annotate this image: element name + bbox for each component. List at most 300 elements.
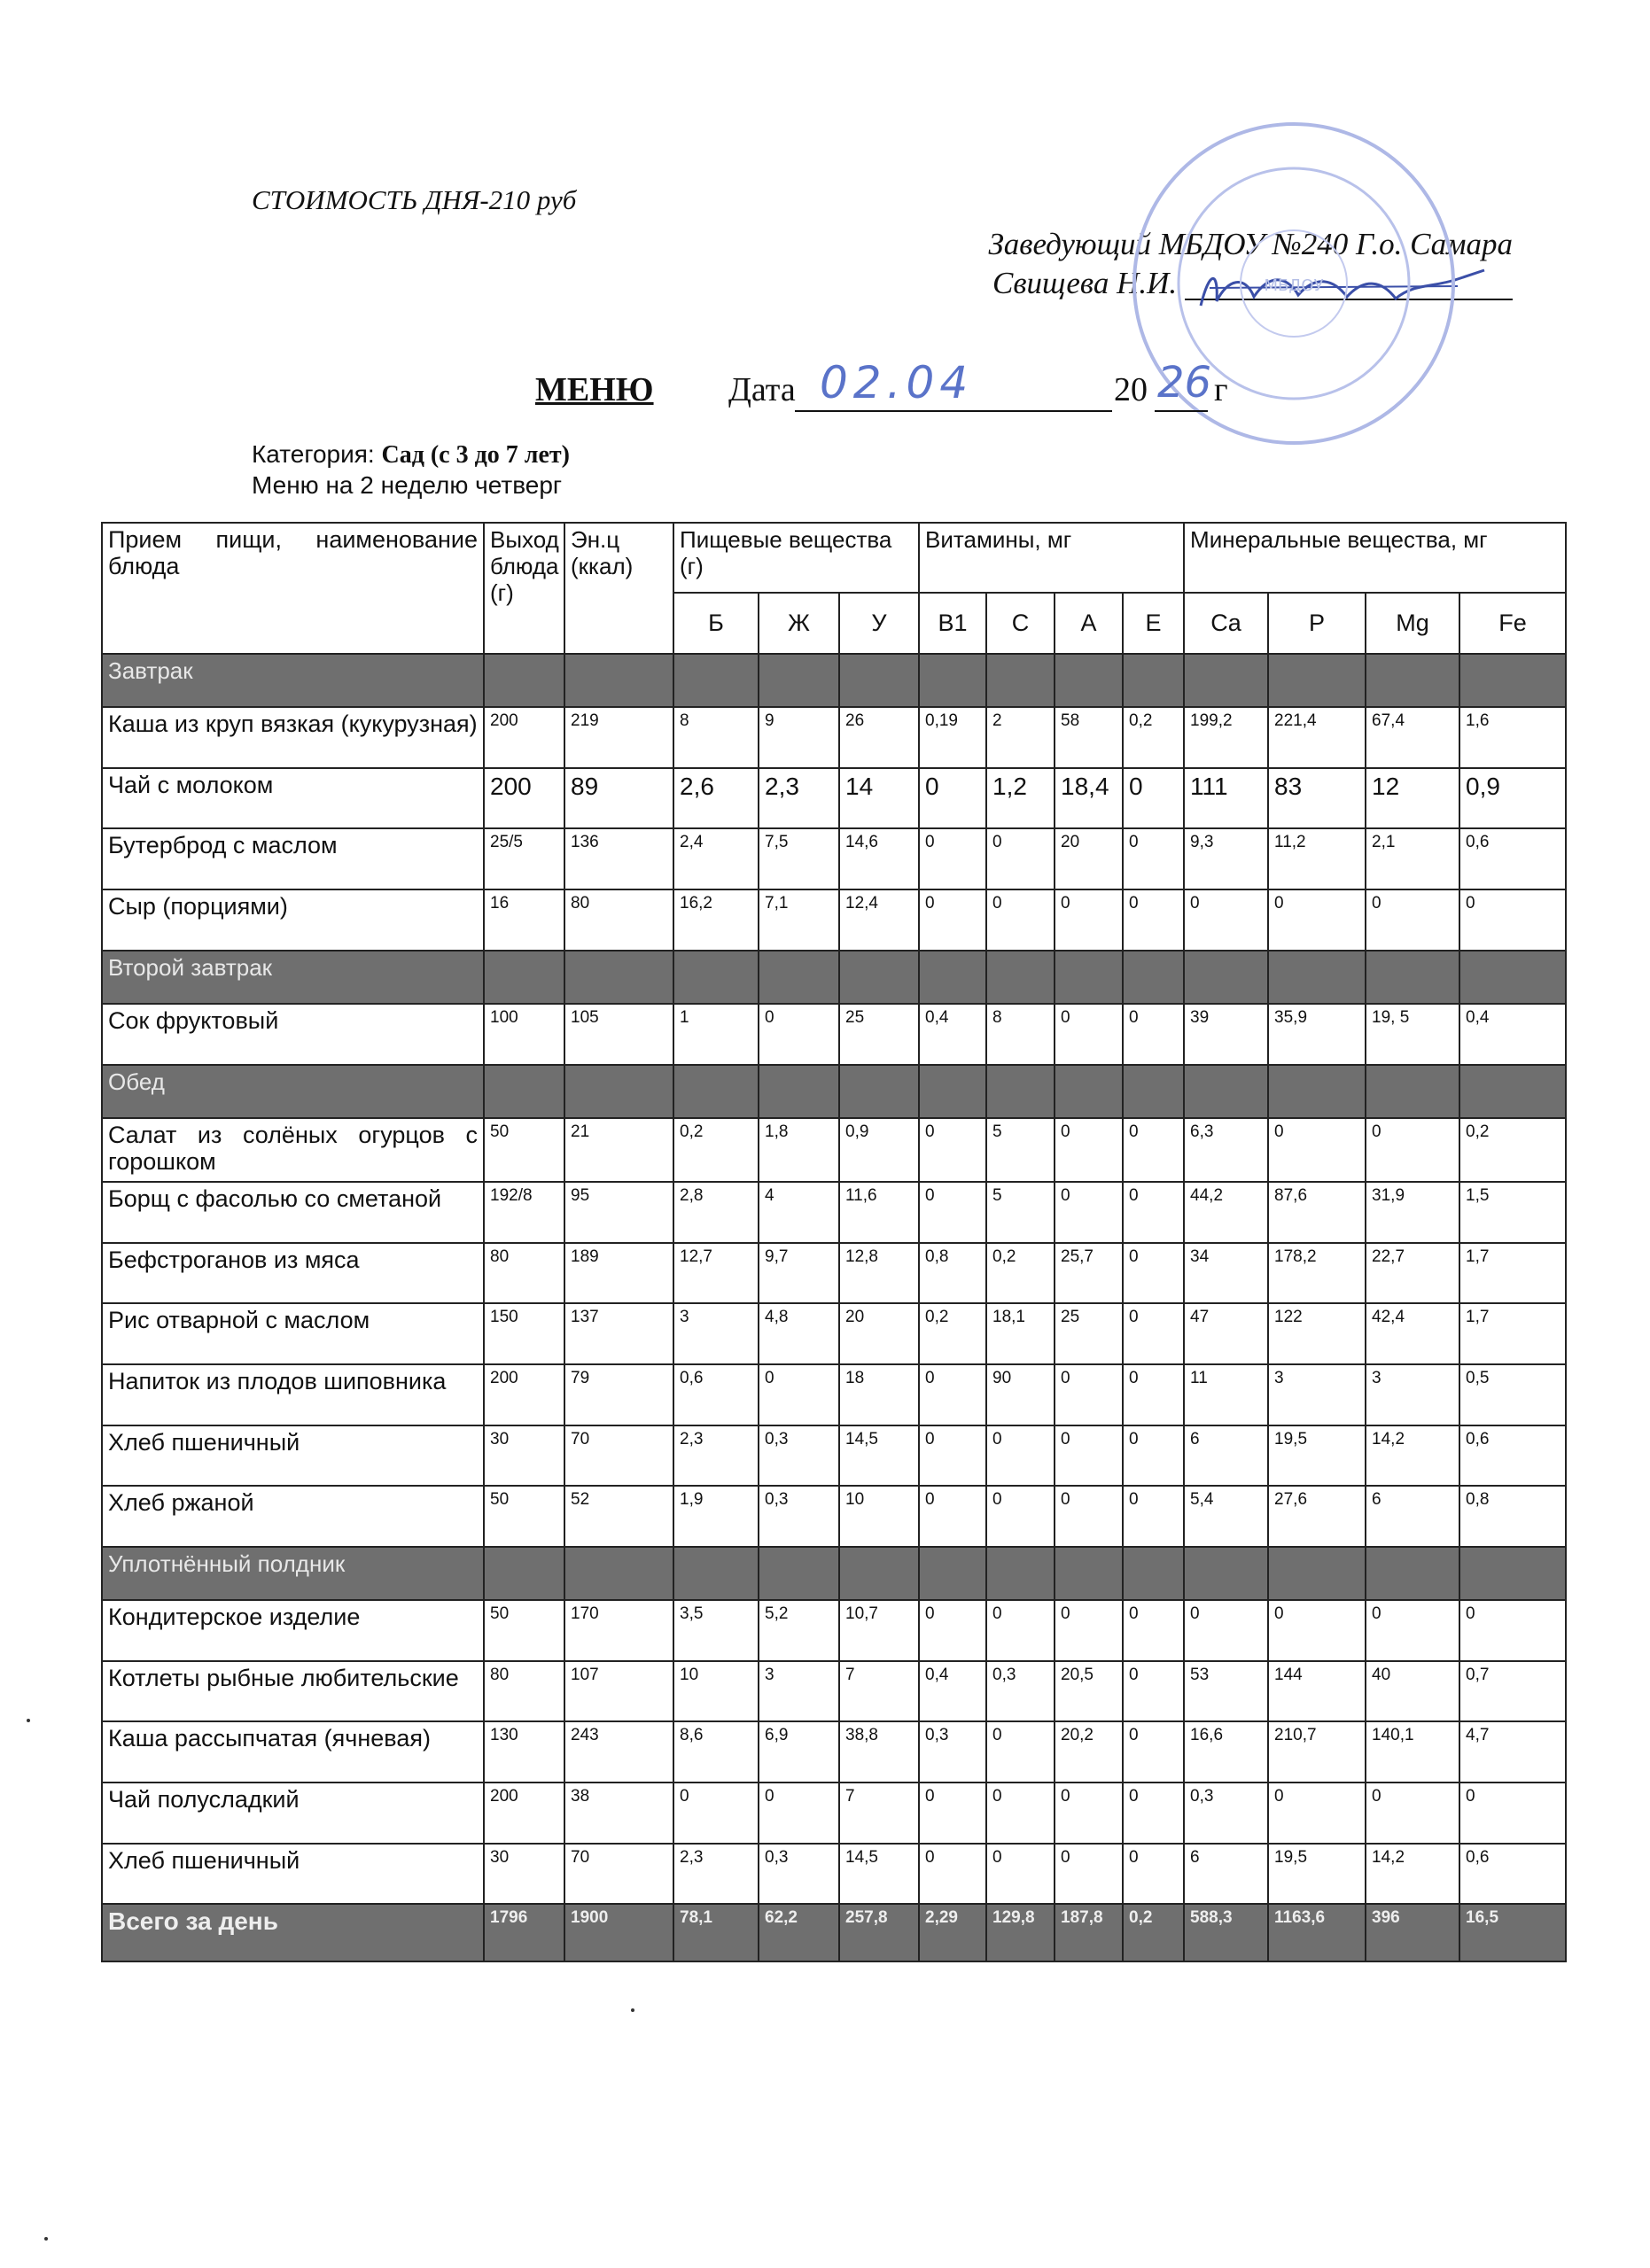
value-cell: 0	[1268, 1600, 1366, 1661]
value-cell: 0,2	[673, 1118, 759, 1182]
header-sub-1: Ж	[759, 593, 839, 654]
table-row	[102, 1118, 1566, 1182]
section-cell	[759, 654, 839, 707]
table-row	[102, 1486, 1566, 1547]
value-cell: 150	[484, 1303, 564, 1364]
value-cell: 0	[1459, 889, 1566, 951]
value-cell: 0	[1459, 1600, 1566, 1661]
date-label: Дата	[728, 371, 796, 408]
section-cell	[564, 951, 673, 1004]
value-cell: 0,3	[919, 1721, 986, 1783]
value-cell: 2,6	[673, 768, 759, 829]
value-cell: 0,4	[1459, 1004, 1566, 1065]
value-cell: 0,2	[1459, 1118, 1566, 1182]
section-cell	[1184, 1065, 1268, 1118]
value-cell: 0,4	[919, 1004, 986, 1065]
approver-name: Свищева Н.И.	[992, 266, 1178, 300]
section-row	[102, 1547, 1566, 1600]
value-cell: 16,2	[673, 889, 759, 951]
value-cell: 221,4	[1268, 707, 1366, 768]
section-cell	[1459, 1065, 1566, 1118]
value-cell: 0	[1123, 889, 1184, 951]
header-nutrients: Пищевые вещества (г)	[673, 523, 919, 593]
value-cell: 0	[919, 1182, 986, 1243]
header-output: Выход блюда (г)	[484, 523, 564, 654]
value-cell: 25	[1055, 1303, 1123, 1364]
total-value: 1796	[484, 1904, 564, 1961]
header-sub-5: A	[1055, 593, 1123, 654]
value-cell: 0	[986, 1844, 1055, 1905]
value-cell: 0	[1123, 1425, 1184, 1487]
value-cell: 20,2	[1055, 1721, 1123, 1783]
table-row	[102, 1844, 1566, 1905]
dish-name: Хлеб пшеничный	[102, 1425, 484, 1487]
table-row	[102, 1425, 1566, 1487]
table-row	[102, 1004, 1566, 1065]
section-cell	[1055, 1547, 1123, 1600]
value-cell: 83	[1268, 768, 1366, 829]
section-cell	[1459, 1547, 1566, 1600]
value-cell: 0	[1055, 1004, 1123, 1065]
section-cell	[1055, 1065, 1123, 1118]
value-cell: 0,8	[1459, 1486, 1566, 1547]
section-cell	[919, 1547, 986, 1600]
value-cell: 44,2	[1184, 1182, 1268, 1243]
value-cell: 0	[1055, 1364, 1123, 1425]
value-cell: 6	[1184, 1844, 1268, 1905]
dish-name: Хлеб пшеничный	[102, 1844, 484, 1905]
approver-title: Заведующий МБДОУ №240 Г.о. Самара	[988, 227, 1513, 261]
value-cell: 105	[564, 1004, 673, 1065]
value-cell: 243	[564, 1721, 673, 1783]
dish-name: Рис отварной с маслом	[102, 1303, 484, 1364]
table-row	[102, 1364, 1566, 1425]
dish-name: Каша из круп вязкая (кукурузная)	[102, 707, 484, 768]
section-cell	[1184, 654, 1268, 707]
date-value: 02.04	[820, 357, 974, 408]
value-cell: 0	[1123, 1118, 1184, 1182]
value-cell: 0	[1055, 1486, 1123, 1547]
value-cell: 107	[564, 1661, 673, 1722]
value-cell: 50	[484, 1600, 564, 1661]
section-cell	[1366, 1065, 1459, 1118]
value-cell: 26	[839, 707, 919, 768]
value-cell: 0	[1366, 1600, 1459, 1661]
total-value: 129,8	[986, 1904, 1055, 1961]
value-cell: 0	[1123, 1600, 1184, 1661]
header-sub-4: C	[986, 593, 1055, 654]
value-cell: 5	[986, 1182, 1055, 1243]
value-cell: 0	[919, 889, 986, 951]
value-cell: 0	[986, 1600, 1055, 1661]
header-sub-8: P	[1268, 593, 1366, 654]
value-cell: 0	[1123, 828, 1184, 889]
date-line	[795, 410, 1112, 412]
header-sub-9: Mg	[1366, 593, 1459, 654]
value-cell: 0	[1184, 889, 1268, 951]
value-cell: 12	[1366, 768, 1459, 829]
value-cell: 3	[1268, 1364, 1366, 1425]
value-cell: 0	[1123, 1721, 1184, 1783]
value-cell: 0	[986, 828, 1055, 889]
value-cell: 0,6	[1459, 1844, 1566, 1905]
header-sub-3: B1	[919, 593, 986, 654]
value-cell: 0	[1184, 1600, 1268, 1661]
value-cell: 38	[564, 1783, 673, 1844]
value-cell: 87,6	[1268, 1182, 1366, 1243]
value-cell: 52	[564, 1486, 673, 1547]
value-cell: 14	[839, 768, 919, 829]
section-row	[102, 1065, 1566, 1118]
scan-speck	[27, 1719, 30, 1722]
table-row	[102, 1182, 1566, 1243]
total-value: 1900	[564, 1904, 673, 1961]
value-cell: 0	[919, 828, 986, 889]
value-cell: 7,1	[759, 889, 839, 951]
value-cell: 70	[564, 1844, 673, 1905]
value-cell: 2,4	[673, 828, 759, 889]
value-cell: 0	[1366, 1118, 1459, 1182]
value-cell: 4,8	[759, 1303, 839, 1364]
dish-name: Борщ с фасолью со сметаной	[102, 1182, 484, 1243]
section-cell	[484, 951, 564, 1004]
table-row	[102, 1661, 1566, 1722]
dish-name: Хлеб ржаной	[102, 1486, 484, 1547]
total-value: 16,5	[1459, 1904, 1566, 1961]
value-cell: 0	[986, 1783, 1055, 1844]
header-vitamins: Витамины, мг	[919, 523, 1184, 593]
section-cell	[564, 1065, 673, 1118]
section-title: Завтрак	[102, 654, 484, 707]
value-cell: 0	[1123, 768, 1184, 829]
value-cell: 0,2	[919, 1303, 986, 1364]
value-cell: 3	[759, 1661, 839, 1722]
value-cell: 90	[986, 1364, 1055, 1425]
value-cell: 34	[1184, 1243, 1268, 1304]
value-cell: 0	[1268, 1783, 1366, 1844]
category-value: Сад (с 3 до 7 лет)	[381, 441, 570, 469]
value-cell: 10,7	[839, 1600, 919, 1661]
section-cell	[986, 951, 1055, 1004]
value-cell: 21	[564, 1118, 673, 1182]
value-cell: 0	[673, 1783, 759, 1844]
value-cell: 80	[484, 1661, 564, 1722]
value-cell: 219	[564, 707, 673, 768]
section-cell	[759, 1065, 839, 1118]
value-cell: 5	[986, 1118, 1055, 1182]
table-row	[102, 707, 1566, 768]
value-cell: 178,2	[1268, 1243, 1366, 1304]
value-cell: 3	[673, 1303, 759, 1364]
section-cell	[839, 951, 919, 1004]
week-line: Меню на 2 неделю четверг	[252, 471, 563, 499]
value-cell: 8	[673, 707, 759, 768]
section-cell	[484, 1547, 564, 1600]
section-cell	[1268, 1547, 1366, 1600]
section-cell	[1366, 951, 1459, 1004]
value-cell: 0	[919, 768, 986, 829]
value-cell: 10	[673, 1661, 759, 1722]
header-meal: Прием пищи, наименование блюда	[102, 523, 484, 654]
section-cell	[986, 1547, 1055, 1600]
value-cell: 50	[484, 1118, 564, 1182]
section-cell	[1123, 951, 1184, 1004]
value-cell: 210,7	[1268, 1721, 1366, 1783]
header-sub-7: Ca	[1184, 593, 1268, 654]
value-cell: 200	[484, 1783, 564, 1844]
value-cell: 12,8	[839, 1243, 919, 1304]
value-cell: 16	[484, 889, 564, 951]
dish-name: Чай с молоком	[102, 768, 484, 829]
value-cell: 0,2	[1123, 707, 1184, 768]
dish-name: Каша рассыпчатая (ячневая)	[102, 1721, 484, 1783]
menu-title: МЕНЮ	[535, 371, 654, 408]
value-cell: 0	[1366, 1783, 1459, 1844]
section-cell	[1184, 1547, 1268, 1600]
section-row	[102, 951, 1566, 1004]
value-cell: 11,2	[1268, 828, 1366, 889]
value-cell: 0	[1055, 889, 1123, 951]
year-suffix: 26	[1157, 358, 1212, 408]
section-cell	[839, 1547, 919, 1600]
value-cell: 5,4	[1184, 1486, 1268, 1547]
value-cell: 0,4	[919, 1661, 986, 1722]
header-row	[102, 523, 1566, 593]
total-value: 0,2	[1123, 1904, 1184, 1961]
value-cell: 192/8	[484, 1182, 564, 1243]
value-cell: 27,6	[1268, 1486, 1366, 1547]
total-value: 2,29	[919, 1904, 986, 1961]
year-line	[1155, 410, 1208, 412]
value-cell: 0,3	[1184, 1783, 1268, 1844]
value-cell: 5,2	[759, 1600, 839, 1661]
section-title: Обед	[102, 1065, 484, 1118]
section-cell	[673, 1065, 759, 1118]
value-cell: 0,3	[759, 1844, 839, 1905]
section-cell	[759, 951, 839, 1004]
header-sub-6: E	[1123, 593, 1184, 654]
value-cell: 200	[484, 1364, 564, 1425]
section-cell	[673, 654, 759, 707]
value-cell: 1	[673, 1004, 759, 1065]
value-cell: 12,7	[673, 1243, 759, 1304]
total-value: 588,3	[1184, 1904, 1268, 1961]
value-cell: 14,2	[1366, 1844, 1459, 1905]
year-letter: г	[1214, 371, 1228, 408]
value-cell: 30	[484, 1844, 564, 1905]
section-cell	[839, 654, 919, 707]
value-cell: 1,5	[1459, 1182, 1566, 1243]
value-cell: 67,4	[1366, 707, 1459, 768]
total-value: 396	[1366, 1904, 1459, 1961]
value-cell: 0	[986, 1721, 1055, 1783]
table-row	[102, 768, 1566, 829]
value-cell: 50	[484, 1486, 564, 1547]
section-cell	[919, 1065, 986, 1118]
value-cell: 1,2	[986, 768, 1055, 829]
header-sub-0: Б	[673, 593, 759, 654]
value-cell: 111	[1184, 768, 1268, 829]
value-cell: 1,7	[1459, 1303, 1566, 1364]
total-value: 78,1	[673, 1904, 759, 1961]
value-cell: 200	[484, 707, 564, 768]
category-label: Категория:	[252, 440, 375, 468]
menu-table	[101, 522, 1567, 1962]
value-cell: 0	[1055, 1182, 1123, 1243]
value-cell: 0,6	[1459, 1425, 1566, 1487]
value-cell: 70	[564, 1425, 673, 1487]
section-cell	[1123, 1065, 1184, 1118]
value-cell: 30	[484, 1425, 564, 1487]
value-cell: 11,6	[839, 1182, 919, 1243]
value-cell: 18,4	[1055, 768, 1123, 829]
value-cell: 53	[1184, 1661, 1268, 1722]
value-cell: 0	[1123, 1486, 1184, 1547]
value-cell: 20	[839, 1303, 919, 1364]
value-cell: 19,5	[1268, 1844, 1366, 1905]
value-cell: 7,5	[759, 828, 839, 889]
value-cell: 0	[1123, 1182, 1184, 1243]
table-row	[102, 828, 1566, 889]
value-cell: 8	[986, 1004, 1055, 1065]
value-cell: 12,4	[839, 889, 919, 951]
value-cell: 0	[919, 1425, 986, 1487]
value-cell: 25,7	[1055, 1243, 1123, 1304]
total-value: 62,2	[759, 1904, 839, 1961]
value-cell: 130	[484, 1721, 564, 1783]
value-cell: 25/5	[484, 828, 564, 889]
dish-name: Напиток из плодов шиповника	[102, 1364, 484, 1425]
value-cell: 25	[839, 1004, 919, 1065]
value-cell: 79	[564, 1364, 673, 1425]
section-cell	[986, 654, 1055, 707]
value-cell: 0	[919, 1486, 986, 1547]
value-cell: 0,3	[759, 1425, 839, 1487]
value-cell: 20	[1055, 828, 1123, 889]
value-cell: 0	[759, 1783, 839, 1844]
value-cell: 0	[1123, 1004, 1184, 1065]
value-cell: 0,9	[1459, 768, 1566, 829]
total-row	[102, 1904, 1566, 1961]
total-value: 1163,6	[1268, 1904, 1366, 1961]
value-cell: 95	[564, 1182, 673, 1243]
value-cell: 0	[1123, 1303, 1184, 1364]
value-cell: 58	[1055, 707, 1123, 768]
total-value: 187,8	[1055, 1904, 1123, 1961]
value-cell: 14,5	[839, 1425, 919, 1487]
dish-name: Сыр (порциями)	[102, 889, 484, 951]
value-cell: 0	[919, 1783, 986, 1844]
value-cell: 189	[564, 1243, 673, 1304]
value-cell: 6,3	[1184, 1118, 1268, 1182]
table-row	[102, 1243, 1566, 1304]
dish-name: Сок фруктовый	[102, 1004, 484, 1065]
header-energy: Эн.ц (ккал)	[564, 523, 673, 654]
value-cell: 1,8	[759, 1118, 839, 1182]
value-cell: 0	[986, 1486, 1055, 1547]
value-cell: 38,8	[839, 1721, 919, 1783]
value-cell: 6	[1366, 1486, 1459, 1547]
value-cell: 35,9	[1268, 1004, 1366, 1065]
section-cell	[564, 654, 673, 707]
value-cell: 39	[1184, 1004, 1268, 1065]
value-cell: 40	[1366, 1661, 1459, 1722]
value-cell: 6,9	[759, 1721, 839, 1783]
header-sub-2: У	[839, 593, 919, 654]
section-cell	[1459, 951, 1566, 1004]
value-cell: 0	[759, 1364, 839, 1425]
value-cell: 0	[986, 1425, 1055, 1487]
value-cell: 0,6	[673, 1364, 759, 1425]
value-cell: 0,3	[759, 1486, 839, 1547]
dish-name: Кондитерское изделие	[102, 1600, 484, 1661]
value-cell: 2,3	[759, 768, 839, 829]
value-cell: 3	[1366, 1364, 1459, 1425]
value-cell: 9,7	[759, 1243, 839, 1304]
section-cell	[1184, 951, 1268, 1004]
value-cell: 0	[1055, 1783, 1123, 1844]
value-cell: 140,1	[1366, 1721, 1459, 1783]
value-cell: 0	[919, 1118, 986, 1182]
table-row	[102, 1303, 1566, 1364]
value-cell: 14,6	[839, 828, 919, 889]
value-cell: 0	[759, 1004, 839, 1065]
section-cell	[759, 1547, 839, 1600]
value-cell: 0	[1459, 1783, 1566, 1844]
value-cell: 0	[1123, 1364, 1184, 1425]
value-cell: 0	[919, 1364, 986, 1425]
value-cell: 18	[839, 1364, 919, 1425]
section-cell	[986, 1065, 1055, 1118]
value-cell: 4	[759, 1182, 839, 1243]
value-cell: 136	[564, 828, 673, 889]
scan-speck	[631, 2008, 634, 2012]
section-cell	[1055, 951, 1123, 1004]
value-cell: 137	[564, 1303, 673, 1364]
value-cell: 20,5	[1055, 1661, 1123, 1722]
section-cell	[1268, 654, 1366, 707]
value-cell: 1,6	[1459, 707, 1566, 768]
value-cell: 0,9	[839, 1118, 919, 1182]
value-cell: 14,5	[839, 1844, 919, 1905]
value-cell: 80	[564, 889, 673, 951]
value-cell: 0,6	[1459, 828, 1566, 889]
value-cell: 200	[484, 768, 564, 829]
value-cell: 0,3	[986, 1661, 1055, 1722]
value-cell: 10	[839, 1486, 919, 1547]
value-cell: 0	[1055, 1844, 1123, 1905]
section-cell	[839, 1065, 919, 1118]
section-cell	[1123, 1547, 1184, 1600]
value-cell: 100	[484, 1004, 564, 1065]
value-cell: 0	[1123, 1783, 1184, 1844]
section-cell	[484, 1065, 564, 1118]
svg-text:МБДОУ: МБДОУ	[1264, 276, 1324, 295]
value-cell: 2	[986, 707, 1055, 768]
dish-name: Чай полусладкий	[102, 1783, 484, 1844]
value-cell: 6	[1184, 1425, 1268, 1487]
value-cell: 0	[1366, 889, 1459, 951]
header-minerals: Минеральные вещества, мг	[1184, 523, 1566, 593]
total-label: Всего за день	[102, 1904, 484, 1961]
value-cell: 7	[839, 1661, 919, 1722]
value-cell: 89	[564, 768, 673, 829]
section-cell	[1268, 951, 1366, 1004]
value-cell: 2,3	[673, 1425, 759, 1487]
dish-name: Бефстроганов из мяса	[102, 1243, 484, 1304]
section-cell	[1366, 1547, 1459, 1600]
value-cell: 2,1	[1366, 828, 1459, 889]
